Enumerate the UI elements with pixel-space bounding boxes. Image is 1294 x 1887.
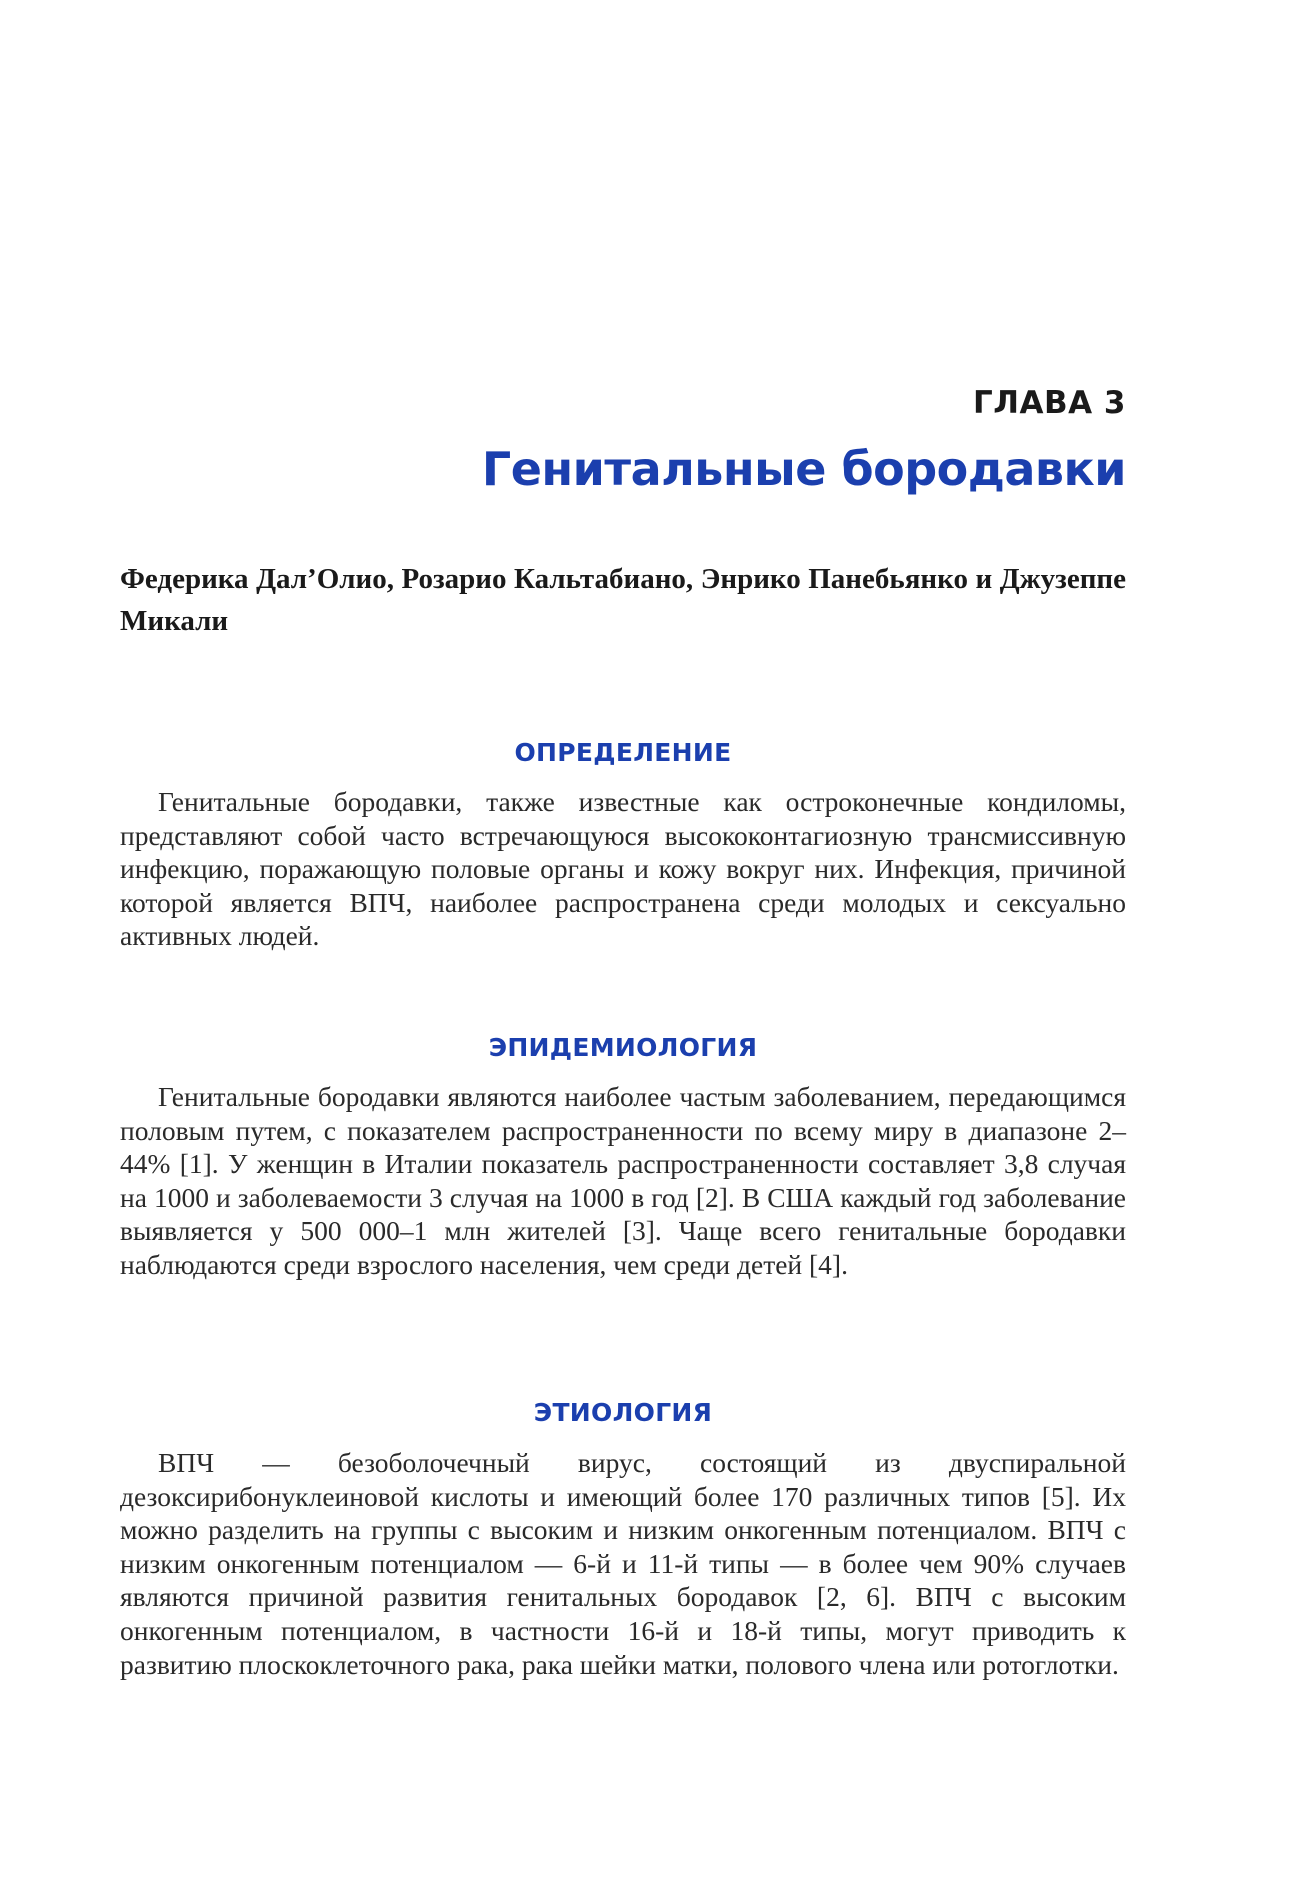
authors: Федерика Дал’Олио, Розарио Кальтабиано, Энрико Панебьянко и Джузеппе Микали bbox=[120, 563, 1126, 637]
section-heading-epidemiology: ЭПИДЕМИОЛОГИЯ bbox=[488, 1033, 758, 1062]
section-body-epidemiology: Генитальные бородавки являются наиболее частым заболеванием, передающимся половым путем, с показателем распространенности по всему миру в диапазоне 2–44% [1]. У женщин в Италии показатель распространенности составляет 3,8 случая на 1000 и заболеваемости 3 случая на 1000 в год [2]. В США каждый год заболевание выявляется у 500 000–1 млн жителей [3]. Чаще всего генитальные бородавки наблюдаются среди взрослого населения, чем среди детей [4]. bbox=[120, 1081, 1126, 1280]
section-body-definition: Генитальные бородавки, также известные как остроконечные кондиломы, представляют собой часто встречающуюся высококонтагиозную трансмиссивную инфекцию, поражающую половые органы и кожу вокруг них. Инфекция, причиной которой является ВПЧ, наиболее распространена среди молодых и сексуально активных людей. bbox=[120, 786, 1126, 952]
chapter-label: ГЛАВА 3 bbox=[973, 385, 1126, 421]
chapter-title: Генитальные бородавки bbox=[481, 442, 1126, 496]
book-page bbox=[120, 0, 1126, 1887]
section-heading-definition: ОПРЕДЕЛЕНИЕ bbox=[514, 738, 732, 767]
section-heading-etiology: ЭТИОЛОГИЯ bbox=[533, 1398, 713, 1427]
section-body-etiology: ВПЧ — безоболочечный вирус, состоящий из двуспиральной дезоксирибонуклеиновой кислоты и имеющий более 170 различных типов [5]. Их можно разделить на группы с высоким и низким онкогенным потенциалом. ВПЧ с низким онкогенным потенциалом — 6-й и 11-й типы — в более чем 90% случаев являются причиной развития генитальных бородавок [2, 6]. ВПЧ с высоким онкогенным потенциалом, в частности 16-й и 18-й типы, могут приводить к развитию плоскоклеточного рака, рака шейки матки, полового члена или ротоглотки. bbox=[120, 1447, 1126, 1680]
